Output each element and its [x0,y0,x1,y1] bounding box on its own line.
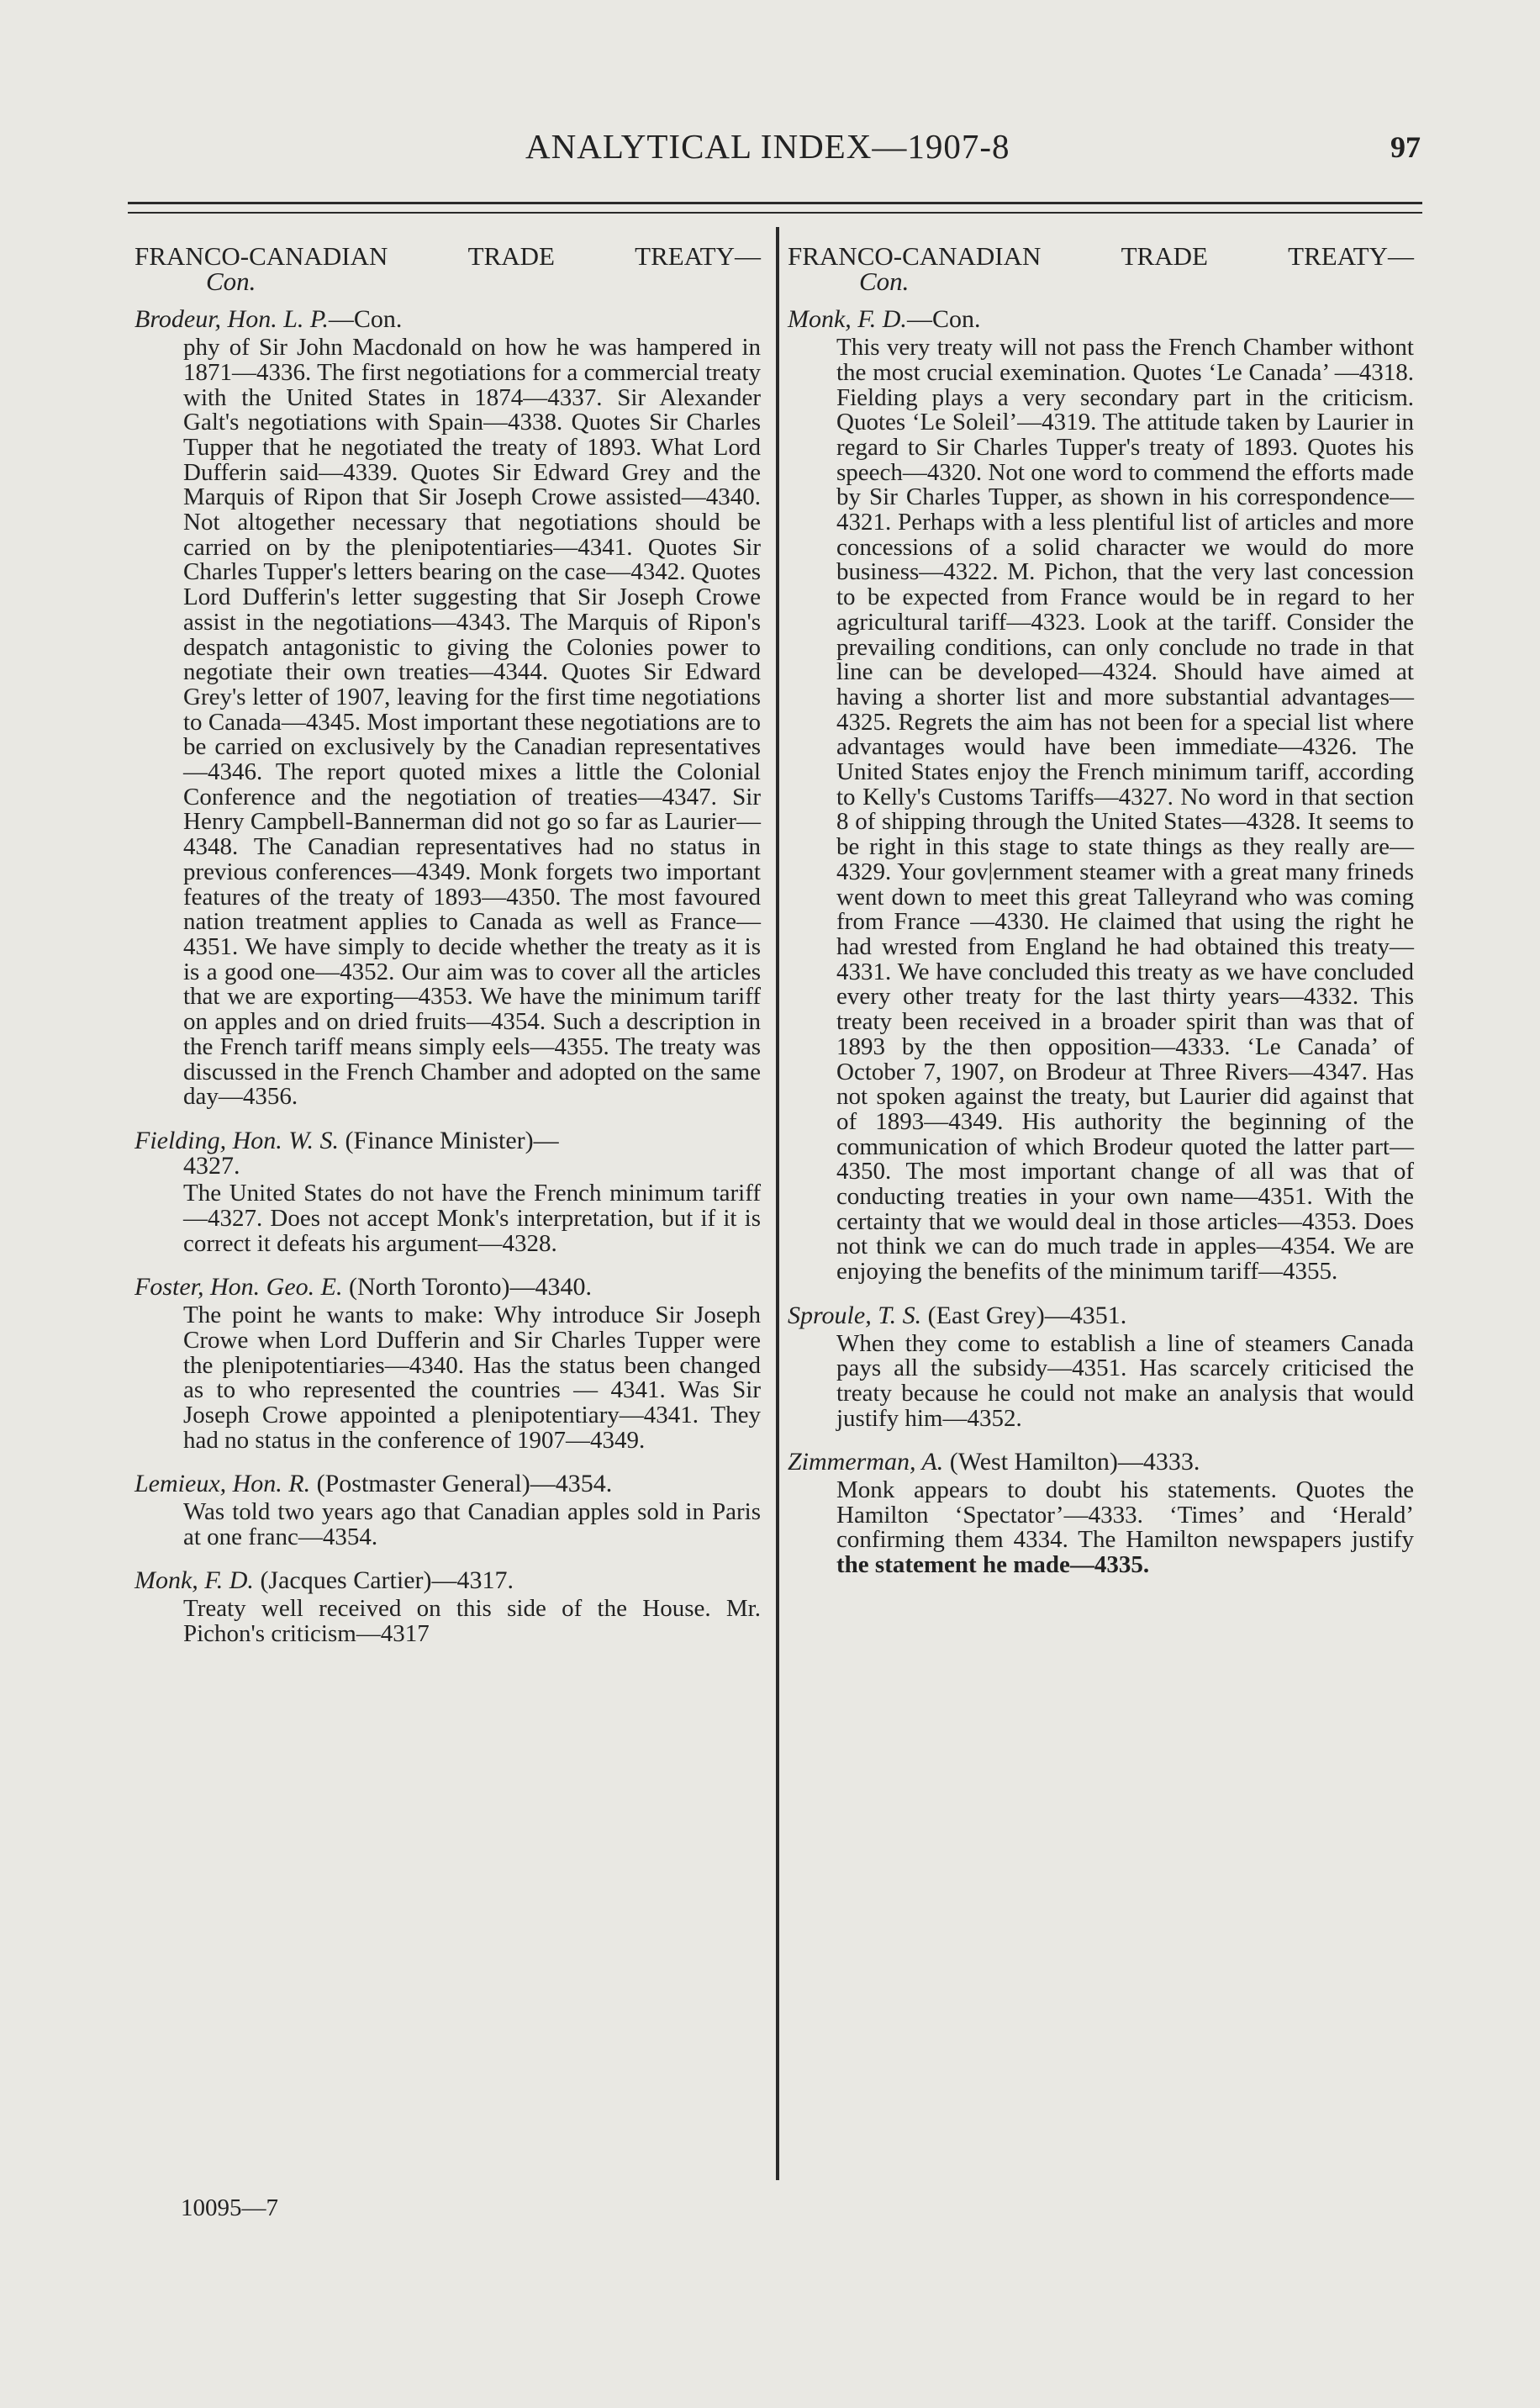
speaker-line [788,1450,1414,1475]
speaker-line [134,1568,761,1593]
running-title: ANALYTICAL INDEX—1907-8 [525,127,1010,166]
entry-text [788,1478,1414,1578]
column-divider [776,227,779,2180]
speaker-name: Lemieux, Hon. R. [134,1470,311,1498]
index-entry-brodeur [134,307,761,1110]
speaker-name: Monk, F. D. [134,1566,254,1595]
speaker-name: Sproule, T. S. [788,1301,922,1329]
speaker-suffix: (Postmaster General)—4354. [310,1470,613,1498]
speaker-name: Monk, F. D. [788,305,907,334]
speaker-line [134,1128,761,1178]
section-heading: FRANCO-CANADIAN TRADE TREATY— [788,241,1414,271]
right-column [788,241,1414,1597]
index-entry-monk-continued [788,307,1414,1284]
speaker-line [134,1275,761,1300]
entry-text: When they come to establish a line of steamers Canada pays all the subsidy—4351. Has scarcely criticised the treaty because he could not make an analysis that would justify him—4352. [836,1329,1414,1432]
speaker-line [788,307,1414,332]
entry-text-regular: Monk appears to doubt his statements. Quotes the Hamilton ‘Spectator’—4333. ‘Times’ and ‘Herald’ confirming them 4334. The Hamilton newspapers justify [836,1476,1414,1554]
speaker-name: Zimmerman, A. [788,1448,944,1476]
speaker-suffix: (Finance Minister)— [339,1126,559,1154]
index-entry-foster [134,1275,761,1453]
index-entry-sproule [788,1303,1414,1432]
page-number: 97 [1390,130,1421,164]
speaker-ref: 4327. [183,1151,240,1180]
entry-text-bold: the statement he made—4335. [836,1551,1150,1579]
speaker-name: Fielding, Hon. W. S. [134,1126,340,1154]
speaker-name: Foster, Hon. Geo. E. [134,1273,343,1302]
index-entry-zimmerman [788,1450,1414,1578]
speaker-line [134,307,761,332]
section-heading-continued: Con. [206,266,256,296]
speaker-suffix: (West Hamilton)—4333. [943,1448,1200,1476]
index-entry-fielding [134,1128,761,1257]
header-rule-thin [128,212,1422,214]
speaker-suffix: (Jacques Cartier)—4317. [253,1566,514,1595]
entry-text: This very treaty will not pass the French Chamber withont the most crucial exemination. Quotes ‘Le Canada’ —4318. Fielding plays a very secondary part in the criticism. Quotes ‘Le Soleil’—4319. The attitude taken by Laurier in regard to Sir Charles Tupper's treaty of 1893. Quotes his speech—4320. Not one word to commend the efforts made by Sir Charles Tupper, as shown in his correspondence—4321. Perhaps with a less plentiful list of articles and more concessions of a solid character we would do more business—4322. M. Pichon, that the very last concession to be expected from France would be in regard to her agricultural tariff—4323. Look at the tariff. Consider the prevailing conditions, can only conclude no trade in that line can be developed—4324. Should have aimed at having a shorter list and more substantial advantages—4325. Regrets the aim has not been for a special list where advantages would have been immediate—4326. The United States enjoy the French minimum tariff, according to Kelly's Customs Tariffs—4327. No word in that section 8 of shipping through the United States—4328. It seems to be right in this stage to state things as they really are—4329. Your gov|ernment steamer with a great many frineds went down to meet this great Talleyrand who was coming from France —4330. He claimed that using the right he had wrested from England he had obtained this treaty—4331. We have concluded this treaty as we have concluded every other treaty for the last thirty years—4332. This treaty been received in a broader spirit than was that of 1893 by the then opposition—4333. ‘Le Canada’ of October 7, 1907, on Brodeur at Three Rivers—4347. Has not spoken against the treaty, but Laurier did against that of 1893—4349. His authority the beginning of the communication of which Brodeur quoted the latter part—4350. The most important change of all was that of conducting treaties in your own name—4351. With the certainty that we would deal in those articles—4353. Does not think we can do much trade in apples—4354. We are enjoying the benefits of the minimum tariff—4355. [836,334,1414,1286]
index-entry-lemieux [134,1471,761,1550]
section-heading: FRANCO-CANADIAN TRADE TREATY— [134,241,761,271]
entry-text: The United States do not have the French minimum tariff—4327. Does not accept Monk's interpretation, but if it is correct it defeats his argument—4328. [183,1180,761,1257]
printer-signature: 10095—7 [181,2194,278,2221]
index-entry-monk [134,1568,761,1646]
speaker-line [788,1303,1414,1328]
speaker-line [134,1471,761,1497]
entry-text: Treaty well received on this side of the House. Mr. Pichon's criticism—4317 [183,1595,761,1647]
speaker-suffix: (North Toronto)—4340. [342,1273,592,1302]
speaker-suffix: (East Grey)—4351. [921,1301,1127,1329]
speaker-name: Brodeur, Hon. L. P. [134,305,329,334]
speaker-suffix: —Con. [906,305,981,334]
section-heading-continued: Con. [859,266,910,296]
header-rule-thick [128,202,1422,204]
left-column [134,241,761,1666]
speaker-suffix: —Con. [328,305,403,334]
entry-text: Was told two years ago that Canadian apples sold in Paris at one franc—4354. [183,1498,761,1550]
entry-text: phy of Sir John Macdonald on how he was hampered in 1871—4336. The first negotiations for a commercial treaty with the United States in 1874—4337. Sir Alexander Galt's negotiations with Spain—4338. Quotes Sir Charles Tupper that he negotiated the treaty of 1893. What Lord Dufferin said—4339. Quotes Sir Edward Grey and the Marquis of Ripon that Sir Joseph Crowe assisted—4340. Not altogether necessary that negotiations should be carried on by the plenipotentiaries—4341. Quotes Sir Charles Tupper's letters bearing on the case—4342. Quotes Lord Dufferin's letter suggesting that Sir Joseph Crowe assist in the negotiations—4343. The Marquis of Ripon's despatch antagonistic to giving the Colonies power to negotiate their own treaties—4344. Quotes Sir Edward Grey's letter of 1907, leaving for the first time negotiations to Canada—4345. Most important these negotiations are to be carried on exclusively by the Canadian representatives—4346. The report quoted mixes a little the Colonial Conference and the negotiation of treaties—4347. Sir Henry Campbell-Bannerman did not go so far as Laurier—4348. The Canadian representatives had no status in previous conferences—4349. Monk forgets two important features of the treaty of 1893—4350. The most favoured nation treatment applies to Canada as well as France—4351. We have simply to decide whether the treaty as it is is a good one—4352. Our aim was to cover all the articles that we are exporting—4353. We have the minimum tariff on apples and on dried fruits—4354. Such a description in the French tariff means simply eels—4355. The treaty was discussed in the French Chamber and adopted on the same day—4356. [183,334,761,1111]
entry-text: The point he wants to make: Why introduce Sir Joseph Crowe when Lord Dufferin and Sir Charles Tupper were the plenipotentiaries—4340. Has the status been changed as to who represented the countries — 4341. Was Sir Joseph Crowe appointed a plenipotentiary—4341. They had no status in the conference of 1907—4349. [183,1302,761,1454]
page-header [126,126,1421,177]
